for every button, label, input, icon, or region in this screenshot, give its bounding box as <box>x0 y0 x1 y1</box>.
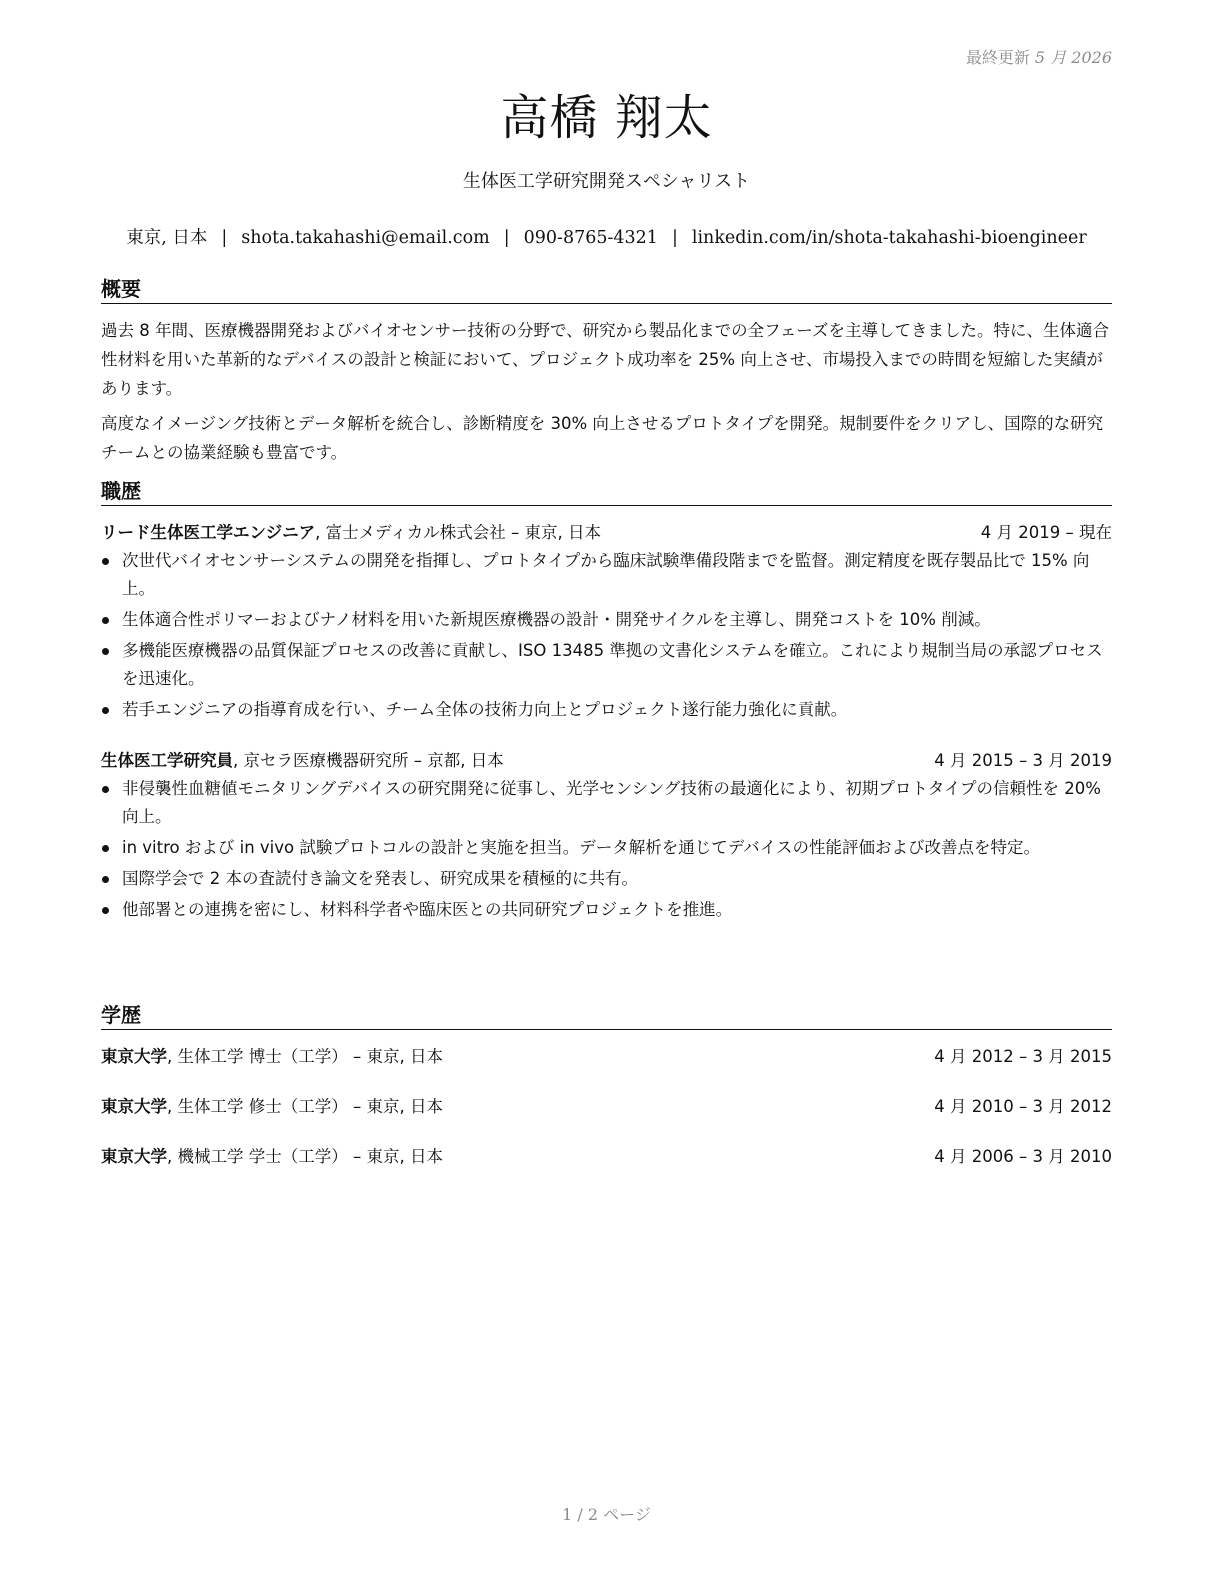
section-title-experience: 職歴 <box>101 478 1112 506</box>
education-section <box>101 1002 1112 1171</box>
education-detail: , 生体工学 博士（工学） – 東京, 日本 <box>167 1047 443 1066</box>
education-dates: 4 月 2010 – 3 月 2012 <box>934 1097 1112 1116</box>
bullet-icon <box>102 707 109 714</box>
job-dates: 4 月 2015 – 3 月 2019 <box>934 751 1112 770</box>
education-school: 東京大学 <box>101 1047 167 1066</box>
summary-paragraph: 高度なイメージング技術とデータ解析を統合し、診断精度を 30% 向上させるプロトタイプを開発。規制要件をクリアし、国際的な研究チームとの協業経験も豊富です。 <box>101 414 1104 462</box>
contact-separator: | <box>503 228 510 248</box>
job-role: 生体医工学研究員 <box>101 751 233 770</box>
education-detail: , 生体工学 修士（工学） – 東京, 日本 <box>167 1097 443 1116</box>
contact-linkedin[interactable]: linkedin.com/in/shota-takahashi-bioengineer <box>691 228 1087 248</box>
job-bullet <box>101 696 1112 724</box>
contact-line <box>101 226 1112 250</box>
bullet-text: 多機能医療機器の品質保証プロセスの改善に貢献し、ISO 13485 準拠の文書化システムを確立。これにより規制当局の承認プロセスを迅速化。 <box>122 641 1103 688</box>
job-entry <box>101 518 1112 724</box>
bullet-text: 若手エンジニアの指導育成を行い、チーム全体の技術力向上とプロジェクト遂行能力強化に貢献。 <box>122 700 848 719</box>
job-bullet <box>101 896 1112 924</box>
job-role: リード生体医工学エンジニア <box>101 523 316 542</box>
last-updated-date: 5 月 2026 <box>1034 48 1112 67</box>
bullet-icon <box>102 786 109 793</box>
education-detail: , 機械工学 学士（工学） – 東京, 日本 <box>167 1147 443 1166</box>
contact-separator: | <box>221 228 228 248</box>
job-bullet <box>101 834 1112 862</box>
bullet-text: 生体適合性ポリマーおよびナノ材料を用いた新規医療機器の設計・開発サイクルを主導し、開発コストを 10% 削減。 <box>122 610 991 629</box>
education-entry <box>101 1142 1112 1171</box>
job-bullet <box>101 865 1112 893</box>
education-dates: 4 月 2006 – 3 月 2010 <box>934 1147 1112 1166</box>
contact-phone: 090-8765-4321 <box>523 228 658 248</box>
education-entry <box>101 1092 1112 1121</box>
job-bullets <box>101 547 1112 724</box>
job-bullet <box>101 775 1112 831</box>
job-bullet <box>101 547 1112 603</box>
education-school: 東京大学 <box>101 1147 167 1166</box>
bullet-icon <box>102 648 109 655</box>
bullet-icon <box>102 617 109 624</box>
last-updated <box>966 45 1112 68</box>
candidate-name: 高橋 翔太 <box>500 90 713 146</box>
contact-separator: | <box>671 228 678 248</box>
job-bullet <box>101 606 1112 634</box>
job-entry <box>101 746 1112 924</box>
job-header <box>101 518 1112 547</box>
bullet-text: in vitro および in vivo 試験プロトコルの設計と実施を担当。データ解析を通じてデバイスの性能評価および改善点を特定。 <box>122 838 1041 857</box>
bullet-text: 国際学会で 2 本の査読付き論文を発表し、研究成果を積極的に共有。 <box>122 869 638 888</box>
summary-paragraph: 過去 8 年間、医療機器開発およびバイオセンサー技術の分野で、研究から製品化までの全フェーズを主導してきました。特に、生体適合性材料を用いた革新的なデバイスの設計と検証において、プロジェクト成功率を 25% 向上させ、市場投入までの時間を短縮した実績があります。 <box>101 321 1110 398</box>
section-title-summary: 概要 <box>101 276 1112 304</box>
bullet-text: 他部署との連携を密にし、材料科学者や臨床医との共同研究プロジェクトを推進。 <box>122 900 733 919</box>
job-organization: , 富士メディカル株式会社 – 東京, 日本 <box>315 523 601 542</box>
job-header <box>101 746 1112 775</box>
summary-section <box>101 276 1112 467</box>
page-indicator: 1 / 2 ページ <box>562 1505 651 1524</box>
bullet-icon <box>102 876 109 883</box>
job-organization: , 京セラ医療機器研究所 – 京都, 日本 <box>233 751 504 770</box>
resume-page <box>101 0 1112 1584</box>
bullet-icon <box>102 558 109 565</box>
job-bullet <box>101 637 1112 693</box>
bullet-icon <box>102 907 109 914</box>
job-bullets <box>101 775 1112 924</box>
contact-email[interactable]: shota.takahashi@email.com <box>241 228 490 248</box>
bullet-text: 次世代バイオセンサーシステムの開発を指揮し、プロトタイプから臨床試験準備段階までを監督。測定精度を既存製品比で 15% 向上。 <box>122 551 1090 598</box>
education-dates: 4 月 2012 – 3 月 2015 <box>934 1047 1112 1066</box>
section-title-education: 学歴 <box>101 1002 1112 1030</box>
experience-section <box>101 478 1112 927</box>
education-school: 東京大学 <box>101 1097 167 1116</box>
education-entry <box>101 1042 1112 1071</box>
last-updated-label: 最終更新 <box>965 48 1030 67</box>
bullet-icon <box>102 845 109 852</box>
candidate-headline: 生体医工学研究開発スペシャリスト <box>462 171 751 192</box>
job-dates: 4 月 2019 – 現在 <box>980 523 1112 542</box>
bullet-text: 非侵襲性血糖値モニタリングデバイスの研究開発に従事し、光学センシング技術の最適化により、初期プロトタイプの信頼性を 20% 向上。 <box>122 779 1101 826</box>
summary-body <box>101 316 1112 467</box>
contact-location: 東京, 日本 <box>126 228 208 248</box>
